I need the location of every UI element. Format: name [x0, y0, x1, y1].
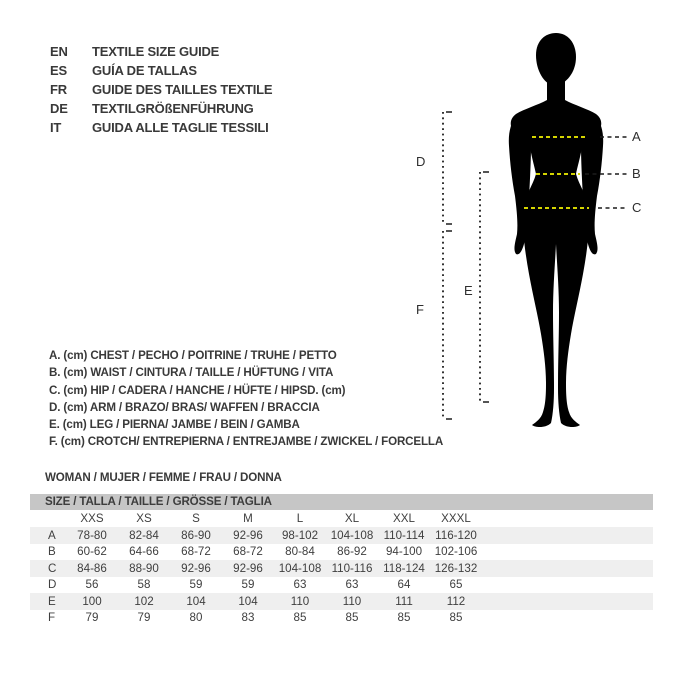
woman-silhouette — [509, 33, 603, 427]
size-value: 82-84 — [129, 528, 159, 542]
language-code: ES — [50, 63, 67, 78]
language-row — [50, 118, 272, 137]
size-column-header: M — [243, 512, 253, 525]
language-row — [50, 61, 272, 80]
size-value: 64 — [397, 578, 411, 592]
size-value: 83 — [241, 611, 255, 625]
size-value: 64-66 — [129, 545, 159, 559]
size-value: 104 — [238, 594, 258, 608]
size-value: 111 — [395, 594, 413, 608]
size-value: 104-108 — [278, 561, 322, 575]
size-column-header: S — [192, 512, 200, 525]
size-value: 86-90 — [181, 528, 211, 542]
size-table-header-bar: SIZE / TALLA / TAILLE / GRÖSSE / TAGLIA — [30, 494, 653, 510]
language-title: GUÍA DE TALLAS — [92, 63, 197, 78]
size-value: 85 — [293, 611, 307, 625]
legend-line: F. (cm) CROTCH/ ENTREPIERNA / ENTREJAMBE / ZWICKEL / FORCELLA — [49, 435, 444, 449]
size-value: 104-108 — [330, 528, 374, 542]
measurement-legend — [49, 347, 443, 451]
size-column-header: XL — [344, 512, 360, 525]
size-value: 68-72 — [233, 545, 263, 559]
language-row — [50, 99, 272, 118]
size-value: 100 — [82, 594, 102, 608]
table-row — [30, 593, 653, 610]
table-row — [30, 610, 653, 627]
size-value: 65 — [449, 578, 463, 592]
size-value: 59 — [241, 578, 255, 592]
size-value: 60-62 — [77, 545, 107, 559]
size-column-header: L — [296, 512, 304, 525]
row-label: B — [48, 545, 56, 559]
language-title-list — [50, 42, 272, 137]
language-code: DE — [50, 101, 68, 116]
legend-line: A. (cm) CHEST / PECHO / POITRINE / TRUHE / PETTO — [49, 349, 337, 362]
size-value: 92-96 — [181, 561, 211, 575]
language-code: FR — [50, 82, 67, 97]
figure-diagram — [405, 18, 695, 453]
size-value: 118-124 — [383, 561, 425, 575]
size-value: 94-100 — [385, 545, 423, 559]
row-label: E — [48, 594, 56, 608]
language-title: GUIDA ALLE TAGLIE TESSILI — [92, 120, 269, 135]
waist-label: B — [632, 166, 641, 181]
measure-line-ticks — [446, 112, 489, 419]
size-column-header: XXS — [80, 512, 104, 525]
language-title: TEXTILGRÖßENFÜHRUNG — [92, 101, 254, 116]
size-value: 116-120 — [435, 528, 477, 542]
size-value: 85 — [345, 611, 359, 625]
language-row — [50, 80, 272, 99]
size-column-header: XXL — [393, 512, 415, 525]
size-value: 59 — [189, 578, 203, 592]
arm-label: D — [416, 154, 426, 169]
size-value: 78-80 — [77, 528, 107, 542]
size-value: 63 — [345, 578, 359, 592]
language-row — [50, 42, 272, 61]
size-value: 126-132 — [434, 561, 478, 575]
size-value: 56 — [85, 578, 99, 592]
size-value: 110 — [290, 594, 310, 608]
table-row — [30, 560, 653, 577]
size-value: 80 — [189, 611, 203, 625]
table-row — [30, 577, 653, 594]
chest-label: A — [632, 129, 641, 144]
size-value: 112 — [446, 594, 466, 608]
leg-label: E — [464, 283, 473, 298]
legend-line: B. (cm) WAIST / CINTURA / TAILLE / HÜFTUNG / VITA — [49, 366, 334, 380]
size-value: 58 — [137, 578, 151, 592]
language-title: GUIDE DES TAILLES TEXTILE — [92, 82, 273, 97]
legend-line: C. (cm) HIP / CADERA / HANCHE / HÜFTE / HIPSD. (cm) — [49, 383, 346, 397]
size-value: 68-72 — [181, 545, 211, 559]
size-column-header: XXXL — [441, 512, 471, 525]
size-value: 79 — [85, 611, 99, 625]
legend-line: D. (cm) ARM / BRAZO/ BRAS/ WAFFEN / BRACCIA — [49, 400, 320, 414]
size-value: 86-92 — [337, 545, 367, 559]
row-label: F — [48, 611, 56, 625]
size-value: 102-106 — [434, 545, 478, 559]
neck-shape — [547, 70, 565, 104]
size-value: 88-90 — [129, 561, 159, 575]
size-value: 92-96 — [233, 528, 263, 542]
size-value: 110-116 — [331, 561, 373, 575]
table-row — [30, 544, 653, 561]
legend-line: E. (cm) LEG / PIERNA/ JAMBE / BEIN / GAMBA — [49, 418, 300, 432]
group-title: WOMAN / MUJER / FEMME / FRAU / DONNA — [45, 471, 282, 484]
size-table-body — [30, 527, 653, 626]
size-value: 92-96 — [233, 561, 263, 575]
row-label: A — [48, 528, 56, 542]
size-value: 79 — [137, 611, 151, 625]
size-value: 80-84 — [285, 545, 315, 559]
table-row — [30, 527, 653, 544]
size-value: 110 — [342, 594, 362, 608]
language-code: IT — [50, 120, 62, 135]
size-value: 85 — [397, 611, 411, 625]
size-value: 110-114 — [383, 528, 425, 542]
left-leg-shape — [523, 206, 556, 427]
language-title: TEXTILE SIZE GUIDE — [92, 44, 220, 59]
row-label: C — [48, 561, 57, 575]
crotch-label: F — [416, 302, 424, 317]
size-value: 84-86 — [77, 561, 107, 575]
right-leg-shape — [556, 206, 589, 427]
size-column-header: XS — [136, 512, 152, 525]
size-value: 63 — [293, 578, 307, 592]
row-label: D — [48, 578, 57, 592]
size-value: 98-102 — [281, 528, 319, 542]
size-column-headers — [30, 510, 653, 527]
size-value: 104 — [186, 594, 206, 608]
size-value: 85 — [449, 611, 463, 625]
size-table — [30, 494, 653, 626]
size-value: 102 — [134, 594, 154, 608]
vertical-measure-lines — [443, 112, 480, 419]
hip-label: C — [632, 200, 642, 215]
language-code: EN — [50, 44, 68, 59]
